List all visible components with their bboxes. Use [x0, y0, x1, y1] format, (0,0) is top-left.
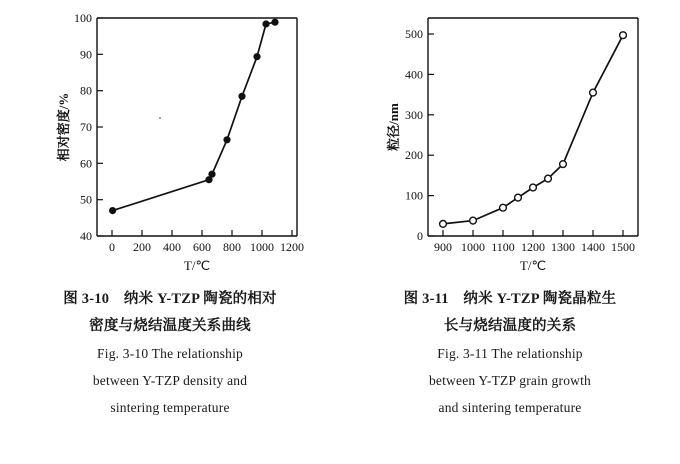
caption-en-line-1: Fig. 3-11 The relationship — [437, 346, 583, 361]
x-tick-label: 1500 — [611, 240, 635, 254]
plot-area-left — [0, 0, 340, 290]
x-tick-label: 1100 — [491, 240, 515, 254]
caption-cn-line-1: 图 3-10 纳米 Y-TZP 陶瓷的相对 — [63, 291, 277, 307]
y-tick-label: 100 — [405, 188, 423, 203]
caption-cn-line-2: 密度与烧结温度关系曲线 — [89, 318, 251, 334]
chart-relative-density — [0, 0, 340, 290]
y-tick-label: 300 — [405, 107, 423, 122]
series-markers — [440, 32, 627, 228]
y-tick-label: 200 — [405, 148, 423, 163]
x-tick-label: 900 — [434, 240, 452, 254]
y-tick-label: 70 — [80, 120, 92, 134]
y-tick-label: 90 — [80, 47, 92, 62]
y-tick-label: 80 — [80, 83, 92, 98]
chart-grain-size — [340, 0, 680, 290]
series-polyline — [443, 35, 623, 224]
x-tick-label: 1000 — [461, 240, 485, 254]
y-tick-label: 40 — [80, 229, 92, 243]
scan-speckle — [159, 117, 161, 119]
y-axis-title: 粒径/nm — [386, 103, 401, 151]
y-tick-label: 500 — [405, 27, 423, 41]
y-tick-label: 400 — [405, 67, 423, 82]
y-tick-label: 0 — [417, 229, 423, 243]
caption-en-line-2: between Y-TZP density and — [92, 373, 248, 388]
caption-cn-line-1: 图 3-11 纳米 Y-TZP 陶瓷晶粒生 — [403, 291, 617, 307]
x-tick-label: 1300 — [551, 240, 575, 254]
x-tick-label: 400 — [163, 240, 181, 254]
x-tick-label: 200 — [133, 240, 151, 254]
x-axis-title: T/℃ — [519, 258, 547, 273]
x-tick-label: 0 — [109, 240, 115, 254]
caption-en-line-2: between Y-TZP grain growth — [428, 373, 592, 388]
x-tick-label: 1000 — [250, 240, 274, 254]
y-tick-label: 100 — [74, 11, 92, 25]
x-tick-label: 1200 — [521, 240, 545, 254]
x-tick-label: 1200 — [280, 240, 304, 254]
series-polyline — [113, 22, 275, 210]
plot-area-right — [340, 0, 680, 290]
x-axis-title: T/℃ — [183, 258, 211, 273]
x-tick-label: 800 — [223, 240, 241, 254]
x-tick-label: 600 — [193, 240, 211, 254]
caption-en-line-3: and sintering temperature — [438, 400, 582, 415]
caption-cn-line-2: 长与烧结温度的关系 — [443, 318, 577, 334]
caption-en-line-1: Fig. 3-10 The relationship — [97, 346, 243, 361]
x-tick-label: 1400 — [581, 240, 605, 254]
caption-figure-3-10 — [0, 286, 340, 421]
y-tick-label: 60 — [80, 156, 92, 171]
y-axis-title: 相对密度/% — [56, 92, 71, 162]
caption-figure-3-11 — [340, 286, 680, 421]
y-tick-label: 50 — [80, 192, 92, 207]
figure-3-11 — [340, 0, 680, 464]
caption-en-line-3: sintering temperature — [110, 400, 230, 415]
